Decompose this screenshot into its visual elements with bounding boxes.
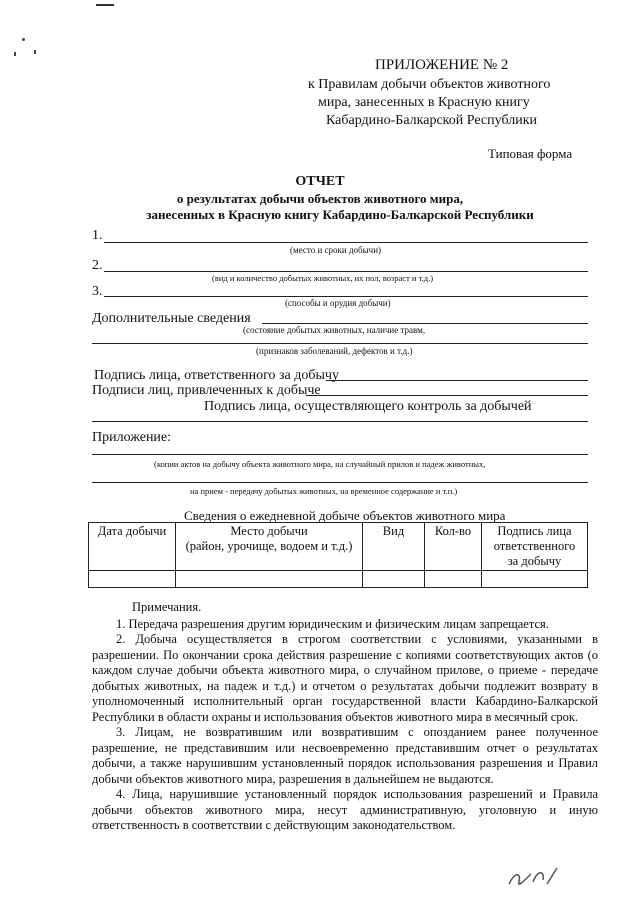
attachment-hint-2: на прием - передачу добытых животных, на временное содержание и т.п.) [190, 486, 458, 496]
appendix-title: ПРИЛОЖЕНИЕ № 2 [375, 57, 509, 73]
field-1-hint: (место и сроки добычи) [290, 245, 382, 255]
extra-info-label: Дополнительные сведения [92, 311, 251, 326]
notes-title: Примечания. [132, 600, 202, 614]
field-3-hint: (способы и орудия добычи) [285, 298, 391, 308]
report-subtitle-1: о результатах добычи объектов животного мира, [176, 191, 464, 206]
sign-responsible-label: Подпись лица, ответственного за добычу [94, 368, 339, 383]
sign-control-line[interactable] [92, 421, 588, 422]
extra-info-hint-2: (признаков заболеваний, дефектов и т.д.) [256, 346, 413, 356]
extra-info-line-2[interactable] [92, 343, 588, 344]
sign-responsible-line[interactable] [326, 380, 588, 381]
notes-section [92, 600, 598, 834]
attachment-hint-1: (копии актов на добычу объекта животного мира, на случайный прилов и падеж животных, [154, 459, 486, 469]
table-cell[interactable] [482, 571, 588, 588]
col-count: Кол-во [425, 523, 482, 571]
col-signature: Подпись лица ответственного за добычу [482, 523, 588, 571]
field-2-hint: (вид и количество добытых животных, их пол, возраст и т.д.) [212, 273, 434, 283]
note-item: 3. Лицам, не возвратившим или возвратившим с опозданием ранее полученное разрешение, не представившим или несвоевременно представившим отчет о результатах добычи, а также нарушившим установленный порядок использования разрешения и Правил добычи объектов животного мира, разрешения в дальнейшем не выдаются. [92, 725, 598, 786]
sign-control-label: Подпись лица, осуществляющего контроль за добычей [204, 399, 532, 414]
field-1-line[interactable] [104, 242, 588, 243]
table-cell[interactable] [89, 571, 176, 588]
field-3-number: 3. [92, 284, 103, 299]
field-2-line[interactable] [104, 271, 588, 272]
field-2-number: 2. [92, 258, 103, 273]
note-item: 1. Передача разрешения другим юридическим и физическим лицам запрещается. [116, 616, 549, 631]
table-cell[interactable] [425, 571, 482, 588]
col-species: Вид [363, 523, 425, 571]
form-type-label: Типовая форма [488, 146, 573, 161]
scan-dot [14, 52, 16, 56]
sign-involved-line[interactable] [306, 395, 588, 396]
appendix-line-1: к Правилам добычи объектов животного [308, 77, 551, 92]
field-3-line[interactable] [104, 296, 588, 297]
col-place: Место добычи (район, урочище, водоем и т.д.) [176, 523, 363, 571]
extra-info-line-1[interactable] [262, 323, 588, 324]
scan-mark-top [96, 4, 114, 6]
extra-info-hint-1: (состояние добытых животных, наличие травм, [243, 325, 426, 335]
attachment-label: Приложение: [92, 430, 172, 445]
table-row [89, 571, 588, 588]
table-cell[interactable] [176, 571, 363, 588]
handwritten-mark [505, 862, 565, 892]
attachment-line-1[interactable] [92, 454, 588, 455]
sign-involved-label: Подписи лиц, привлеченных к добыче [92, 383, 321, 398]
note-item: 4. Лица, нарушившие установленный порядок использования разрешений и Правила добычи объектов животного мира, несут административную, уголовную и иную ответственность в соответствии с действующим законодательством. [92, 787, 598, 832]
log-table-caption: Сведения о ежедневной добыче объектов животного мира [184, 508, 506, 523]
appendix-line-3: Кабардино-Балкарской Республики [326, 113, 537, 128]
daily-log-table [88, 522, 588, 588]
appendix-line-2: мира, занесенных в Красную книгу [318, 95, 530, 110]
report-subtitle-2: занесенных в Красную книгу Кабардино-Балкарской Республики [146, 207, 534, 222]
note-item: 2. Добыча осуществляется в строгом соответствии с условиями, указанными в разрешении. По окончании срока действия разрешение с копиями соответствующих актов (о каждом случае добычи объекта животного мира, о случайном прилове, о приеме - передаче добытых животных, на падеж и т.д.) и отчетом о результатах добычи подлежит возврату в уполномоченный исполнительный орган государственной власти Кабардино-Балкарской Республики в области охраны и использования объектов животного мира в месячный срок. [92, 632, 598, 724]
scan-dot [34, 50, 36, 54]
attachment-line-2[interactable] [92, 482, 588, 483]
scan-dot [22, 38, 25, 41]
col-date: Дата добычи [89, 523, 176, 571]
report-title: ОТЧЕТ [295, 174, 345, 189]
field-1-number: 1. [92, 228, 103, 243]
table-cell[interactable] [363, 571, 425, 588]
table-header-row [89, 523, 588, 571]
